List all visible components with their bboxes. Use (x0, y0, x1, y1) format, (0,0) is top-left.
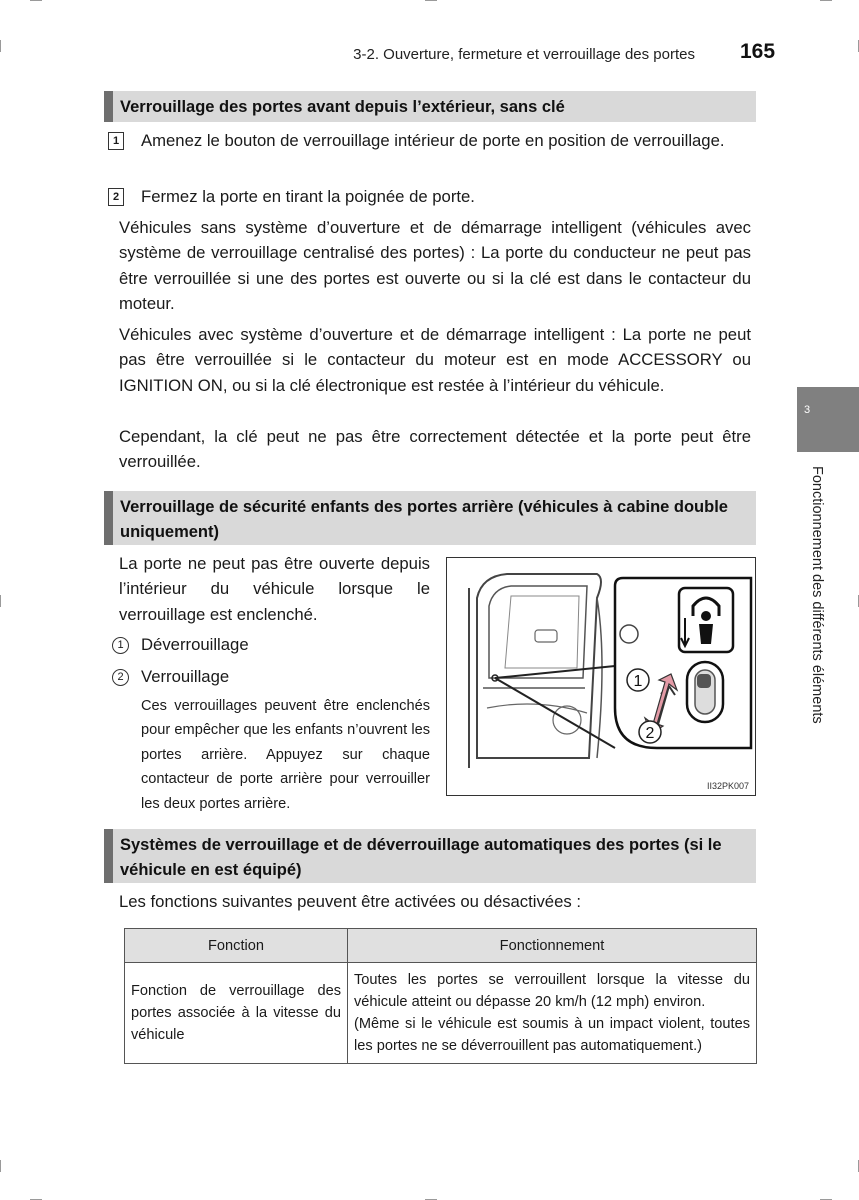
crop-mark (820, 0, 832, 1)
step-text: Amenez le bouton de verrouillage intérieur de porte en position de verrouillage. (141, 131, 725, 150)
paragraph: Véhicules avec système d’ouverture et de démarrage intelligent : La porte ne peut pas être verrouillée si le contacteur du moteur est en mode ACCESSORY ou IGNITION ON, ou si la clé électronique est restée à l’intérieur du véhicule. (119, 325, 751, 395)
step-number: 2 (108, 188, 124, 206)
operation-text: (Même si le véhicule est soumis à un impact violent, toutes les portes ne se déverrouillent pas automatiquement.) (354, 1016, 750, 1054)
functions-table (124, 928, 757, 1064)
callout-unlock: 1 (633, 673, 643, 690)
legend-number: 2 (112, 669, 129, 686)
section-title: Verrouillage de sécurité enfants des portes arrière (véhicules à cabine double uniquement) (120, 498, 728, 541)
legend-number: 1 (112, 637, 129, 654)
section-heading (104, 491, 756, 545)
section-title: Systèmes de verrouillage et de déverrouillage automatiques des portes (si le véhicule en est équipé) (120, 836, 722, 879)
legend-item (112, 634, 249, 656)
chapter-tab (797, 387, 859, 452)
step-item (108, 184, 753, 209)
legend-label: Déverrouillage (141, 635, 249, 654)
child-lock-illustration (446, 557, 756, 796)
door-drawing (447, 558, 755, 795)
note-text: Ces verrouillages peuvent être enclenchés pour empêcher que les enfants n’ouvrent les portes arrière. Appuyez sur chaque contacteur de porte arrière pour verrouiller les deux portes arrière. (141, 698, 430, 812)
column-header: Fonction (125, 929, 348, 963)
section-title: Verrouillage des portes avant depuis l’extérieur, sans clé (120, 98, 565, 116)
crop-mark (30, 0, 42, 1)
step-number: 1 (108, 132, 124, 150)
section-heading (104, 829, 756, 883)
operation-text: Toutes les portes se verrouillent lorsque la vitesse du véhicule atteint ou dépasse 20 km/h (12 mph) environ. (354, 972, 750, 1010)
paragraph: Cependant, la clé peut ne pas être correctement détectée et la porte peut être verrouillée. (119, 427, 751, 472)
figure-code: II32PK007 (706, 781, 749, 791)
legend-item (112, 666, 229, 688)
function-cell: Fonction de verrouillage des portes associée à la vitesse du véhicule (125, 963, 348, 1064)
paragraph: Les fonctions suivantes peuvent être activées ou désactivées : (119, 892, 581, 911)
chapter-tab-label: Fonctionnement des différents éléments (809, 466, 825, 724)
operation-cell (348, 963, 757, 1064)
step-text: Fermez la porte en tirant la poignée de porte. (141, 187, 475, 206)
legend-label: Verrouillage (141, 667, 230, 686)
crop-mark (0, 595, 1, 607)
crop-mark (0, 1160, 1, 1172)
section-heading (104, 91, 756, 122)
crop-mark (0, 40, 1, 52)
callout-lock: 2 (645, 725, 655, 742)
chapter-tab-number: 3 (804, 404, 811, 416)
page-number: 165 (740, 40, 776, 63)
paragraph: La porte ne peut pas être ouverte depuis l’intérieur du véhicule lorsque le verrouillage est enclenché. (119, 554, 430, 624)
paragraph: Véhicules sans système d’ouverture et de démarrage intelligent (véhicules avec système de verrouillage centralisé des portes) : La porte du conducteur ne peut pas être verrouillée si une des portes est ouverte ou si la clé est dans le contacteur du moteur. (119, 218, 751, 314)
crop-mark (425, 0, 437, 1)
table-row (125, 963, 757, 1064)
chapter-title: 3-2. Ouverture, fermeture et verrouillage des portes (353, 46, 695, 63)
table-header-row (125, 929, 757, 963)
column-header: Fonctionnement (348, 929, 757, 963)
step-item (108, 128, 753, 153)
